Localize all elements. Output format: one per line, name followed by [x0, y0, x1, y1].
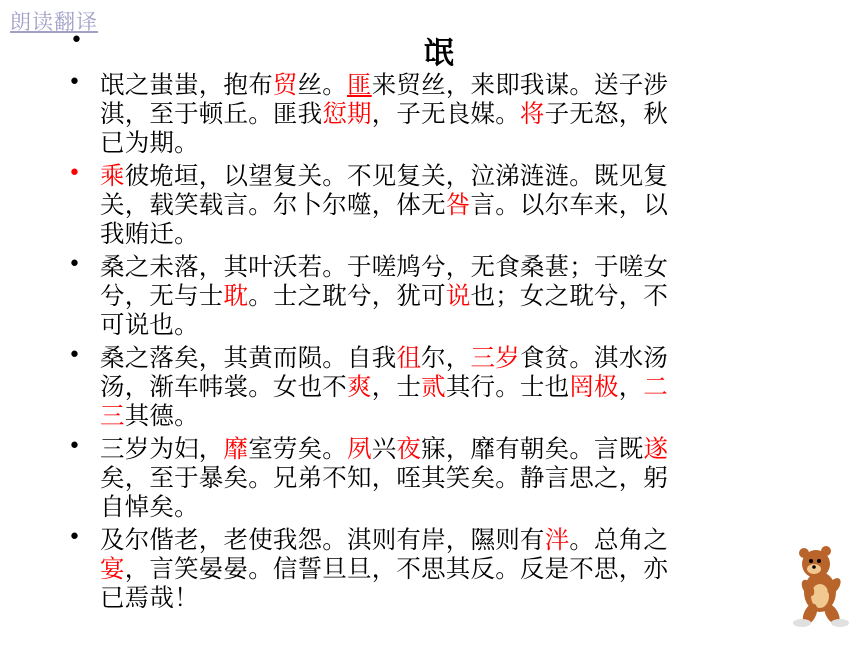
highlighted-word: 泮	[544, 525, 570, 554]
stanza-bullet: •	[68, 343, 81, 368]
highlighted-word: 咎	[445, 190, 471, 219]
stanza-line	[100, 525, 768, 554]
text-segment: 其行。士也	[445, 372, 570, 401]
cartoon-bear-icon	[780, 540, 854, 628]
text-segment: 。士之耽兮，犹可	[248, 281, 446, 310]
text-segment: 桑之落矣，其黄而陨。自我	[100, 343, 397, 372]
stanza-line	[100, 70, 768, 99]
text-segment: 淇，至于顿丘。匪我	[100, 99, 323, 128]
text-segment: 可说也。	[100, 310, 199, 339]
stanza-line	[100, 252, 768, 281]
highlighted-word: 徂	[396, 343, 422, 372]
stanza-line	[100, 463, 768, 492]
stanza-line	[100, 434, 768, 463]
text-segment: 子无怒，秋	[544, 99, 669, 128]
highlighted-word: 遂	[643, 434, 669, 463]
stanza-line	[100, 281, 768, 310]
stanza	[68, 525, 768, 612]
highlighted-word: 三	[100, 401, 125, 430]
poem-body	[68, 70, 768, 616]
page-title: 氓	[424, 36, 456, 71]
highlighted-word: 乘	[100, 161, 125, 190]
title-row	[60, 28, 820, 71]
text-segment: 兴	[371, 434, 397, 463]
highlighted-word: 靡	[223, 434, 249, 463]
highlighted-word: 夜	[396, 434, 422, 463]
text-segment: ，言笑晏晏。信誓旦旦，不思其反。反是不思，亦	[124, 554, 669, 583]
stanza	[68, 343, 768, 430]
stanza	[68, 161, 768, 248]
stanza-line	[100, 492, 768, 521]
title-bullet: •	[70, 28, 83, 53]
text-segment: 尔，	[421, 343, 471, 372]
text-segment: ，	[618, 372, 644, 401]
text-segment: 关，载笑载言。尔卜尔噬，体无	[100, 190, 446, 219]
stanza-line	[100, 343, 768, 372]
stanza-line	[100, 161, 768, 190]
stanza-line	[100, 128, 768, 157]
highlighted-word: 三岁	[470, 343, 520, 372]
text-segment: ，子无良媒。	[371, 99, 520, 128]
stanza-line	[100, 583, 768, 612]
highlighted-word: 夙	[347, 434, 372, 463]
stanza-line	[100, 554, 768, 583]
text-segment: 言。以尔车来，以	[470, 190, 669, 219]
stanza-line	[100, 401, 768, 430]
highlighted-word: 愆期	[322, 99, 372, 128]
text-segment: 矣，至于暴矣。兄弟不知，咥其笑矣。静言思之，躬	[100, 463, 669, 492]
stanza	[68, 434, 768, 521]
text-segment: 已为期。	[100, 128, 199, 157]
stanza-line	[100, 219, 768, 248]
text-segment: 来贸丝，来即我谋。送子涉	[371, 70, 669, 99]
stanza-bullet: •	[68, 161, 81, 186]
stanza-bullet: •	[68, 70, 81, 95]
text-segment: 氓之蚩蚩，抱布	[100, 70, 273, 99]
stanza-text	[100, 343, 768, 430]
text-segment: 桑之未落，其叶沃若。于嗟鸠兮，无食桑葚；于嗟女	[100, 252, 669, 281]
highlighted-word: 匪	[347, 70, 372, 99]
stanza-line	[100, 372, 768, 401]
read-translate-link[interactable]: 朗读翻译	[10, 10, 98, 34]
stanza	[68, 70, 768, 157]
text-segment: 汤，渐车帏裳。女也不	[100, 372, 347, 401]
stanza-text	[100, 434, 768, 521]
text-segment: 也；女之耽兮，不	[470, 281, 669, 310]
highlighted-word: 爽	[347, 372, 372, 401]
text-segment: 彼垝垣，以望复关。不见复关，泣涕涟涟。既见复	[124, 161, 669, 190]
highlighted-word: 二	[643, 372, 669, 401]
highlighted-word: 宴	[100, 554, 125, 583]
text-segment: ，士	[371, 372, 422, 401]
text-segment: 。总角之	[569, 525, 669, 554]
text-segment: 我贿迁。	[100, 219, 199, 248]
highlighted-word: 耽	[223, 281, 249, 310]
text-segment: 自悼矣。	[100, 492, 199, 521]
text-segment: 兮，无与士	[100, 281, 224, 310]
highlighted-word: 贸	[272, 70, 298, 99]
text-segment: 丝。	[297, 70, 348, 99]
highlighted-word: 将	[519, 99, 545, 128]
stanza	[68, 252, 768, 339]
stanza-text	[100, 161, 768, 248]
text-segment: 室劳矣。	[248, 434, 348, 463]
stanza-bullet: •	[68, 434, 81, 459]
stanza-text	[100, 252, 768, 339]
text-segment: 其德。	[124, 401, 199, 430]
stanza-bullet: •	[68, 252, 81, 277]
text-segment: 及尔偕老，老使我怨。淇则有岸，隰则有	[100, 525, 545, 554]
stanza-text	[100, 70, 768, 157]
text-segment: 食贫。淇水汤	[519, 343, 669, 372]
stanza-line	[100, 99, 768, 128]
text-segment: 三岁为妇，	[100, 434, 224, 463]
stanza-line	[100, 190, 768, 219]
highlighted-word: 贰	[421, 372, 446, 401]
stanza-bullet: •	[68, 525, 81, 550]
highlighted-word: 罔极	[569, 372, 619, 401]
stanza-line	[100, 310, 768, 339]
text-segment: 寐，靡有朝矣。言既	[421, 434, 644, 463]
highlighted-word: 说	[445, 281, 471, 310]
text-segment: 已焉哉！	[100, 583, 199, 612]
stanza-text	[100, 525, 768, 612]
